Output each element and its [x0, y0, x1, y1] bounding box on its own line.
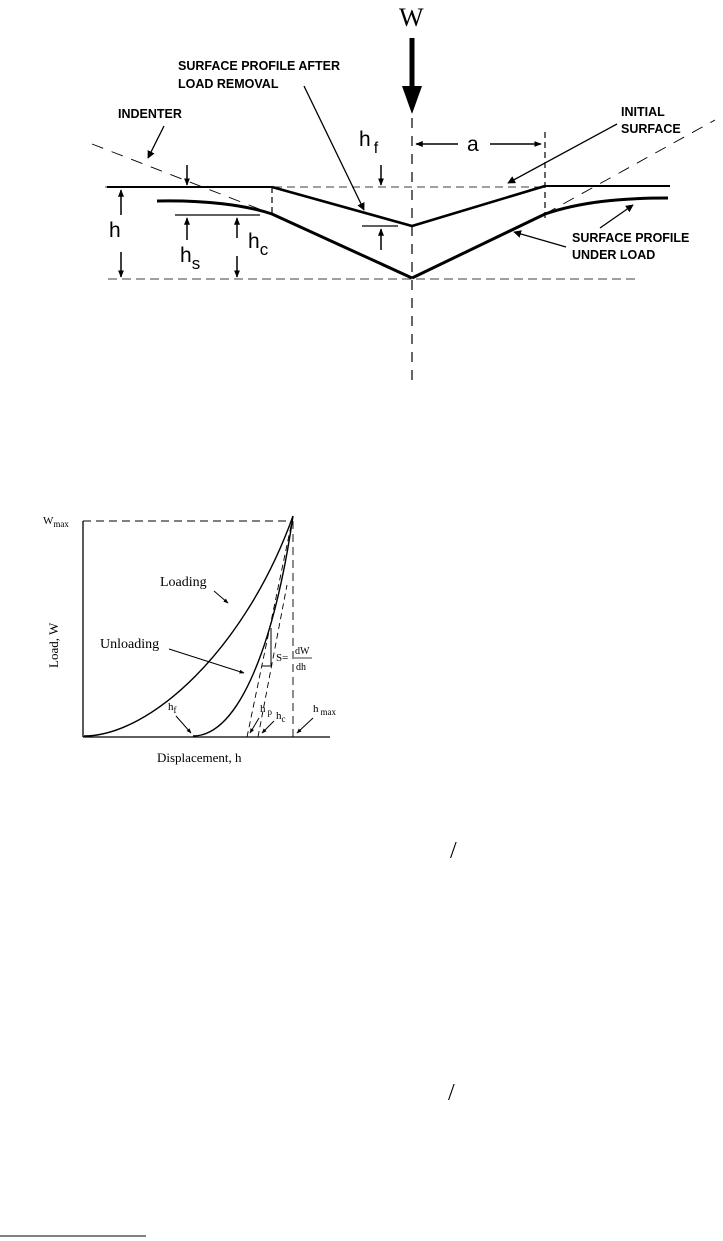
- hp-base: h: [260, 703, 266, 715]
- stiffness-tangent: [247, 516, 293, 737]
- hmax-leader: [297, 718, 313, 733]
- load-displacement-chart: [43, 515, 336, 765]
- hs-sub: s: [191, 254, 201, 273]
- unloading-label: Unloading: [100, 637, 160, 652]
- surface-under-load-label-line2: UNDER LOAD: [572, 248, 656, 262]
- loading-leader: [214, 591, 228, 603]
- hf-curve-leader: [176, 716, 191, 733]
- load-arrowhead: [402, 86, 422, 114]
- wmax-base: W: [43, 515, 54, 527]
- hc-sub: c: [259, 240, 269, 259]
- stiffness-label: S=: [276, 652, 289, 664]
- unloading-leader: [169, 649, 244, 673]
- hs-base: h: [180, 244, 192, 267]
- wmax-label: [43, 515, 69, 529]
- x-axis-label: Displacement, h: [157, 750, 242, 765]
- hp-leader: [250, 718, 259, 733]
- initial-surface-label-line1: INITIAL: [621, 105, 665, 119]
- surface-after-removal-line: [272, 186, 545, 226]
- hp-sub: p: [267, 707, 272, 717]
- hf-curve-base: h: [168, 701, 174, 713]
- wmax-sub: max: [53, 519, 69, 529]
- stray-slash-1: /: [450, 838, 457, 864]
- hp-label: [260, 703, 273, 717]
- surface-after-removal-leader: [304, 86, 364, 210]
- indenter-face-left: [92, 144, 272, 214]
- hf-label: [359, 128, 379, 157]
- hf-curve-sub: f: [173, 705, 177, 715]
- hf-curve-label: [168, 701, 177, 715]
- hc-curve-leader: [262, 721, 274, 733]
- unloading-curve: [193, 516, 293, 736]
- hf-base: h: [359, 128, 371, 151]
- indenter-leader: [148, 126, 164, 158]
- hc-label: [248, 230, 269, 259]
- surface-under-load-leader: [514, 232, 566, 247]
- a-label: a: [467, 133, 479, 156]
- stray-slash-2: /: [448, 1080, 455, 1106]
- indenter-label: INDENTER: [118, 107, 182, 121]
- stiffness-numerator: dW: [295, 646, 310, 657]
- hf-sub: f: [373, 140, 379, 157]
- surface-under-load-label-line1: SURFACE PROFILE: [572, 231, 690, 245]
- hs-label: [180, 244, 200, 273]
- hc-curve-label: [276, 710, 286, 724]
- h-label: h: [109, 219, 121, 242]
- hc-curve-base: h: [276, 710, 282, 722]
- hmax-label: [313, 703, 336, 717]
- stiffness-denominator: dh: [296, 662, 306, 673]
- indentation-profile-diagram: [92, 3, 715, 382]
- hc-curve-sub: c: [281, 714, 286, 724]
- surface-after-removal-label-line1: SURFACE PROFILE AFTER: [178, 59, 341, 73]
- y-axis-label: Load, W: [46, 622, 61, 668]
- hmax-base: h: [313, 703, 319, 715]
- hc-base: h: [248, 230, 260, 253]
- loading-label: Loading: [160, 575, 207, 590]
- load-symbol: W: [399, 3, 424, 32]
- surface-after-removal-label-line2: LOAD REMOVAL: [178, 77, 279, 91]
- hmax-sub: max: [320, 707, 336, 717]
- surface-under-load-leader-2: [600, 205, 633, 228]
- initial-surface-leader: [508, 124, 617, 183]
- initial-surface-label-line2: SURFACE: [621, 122, 681, 136]
